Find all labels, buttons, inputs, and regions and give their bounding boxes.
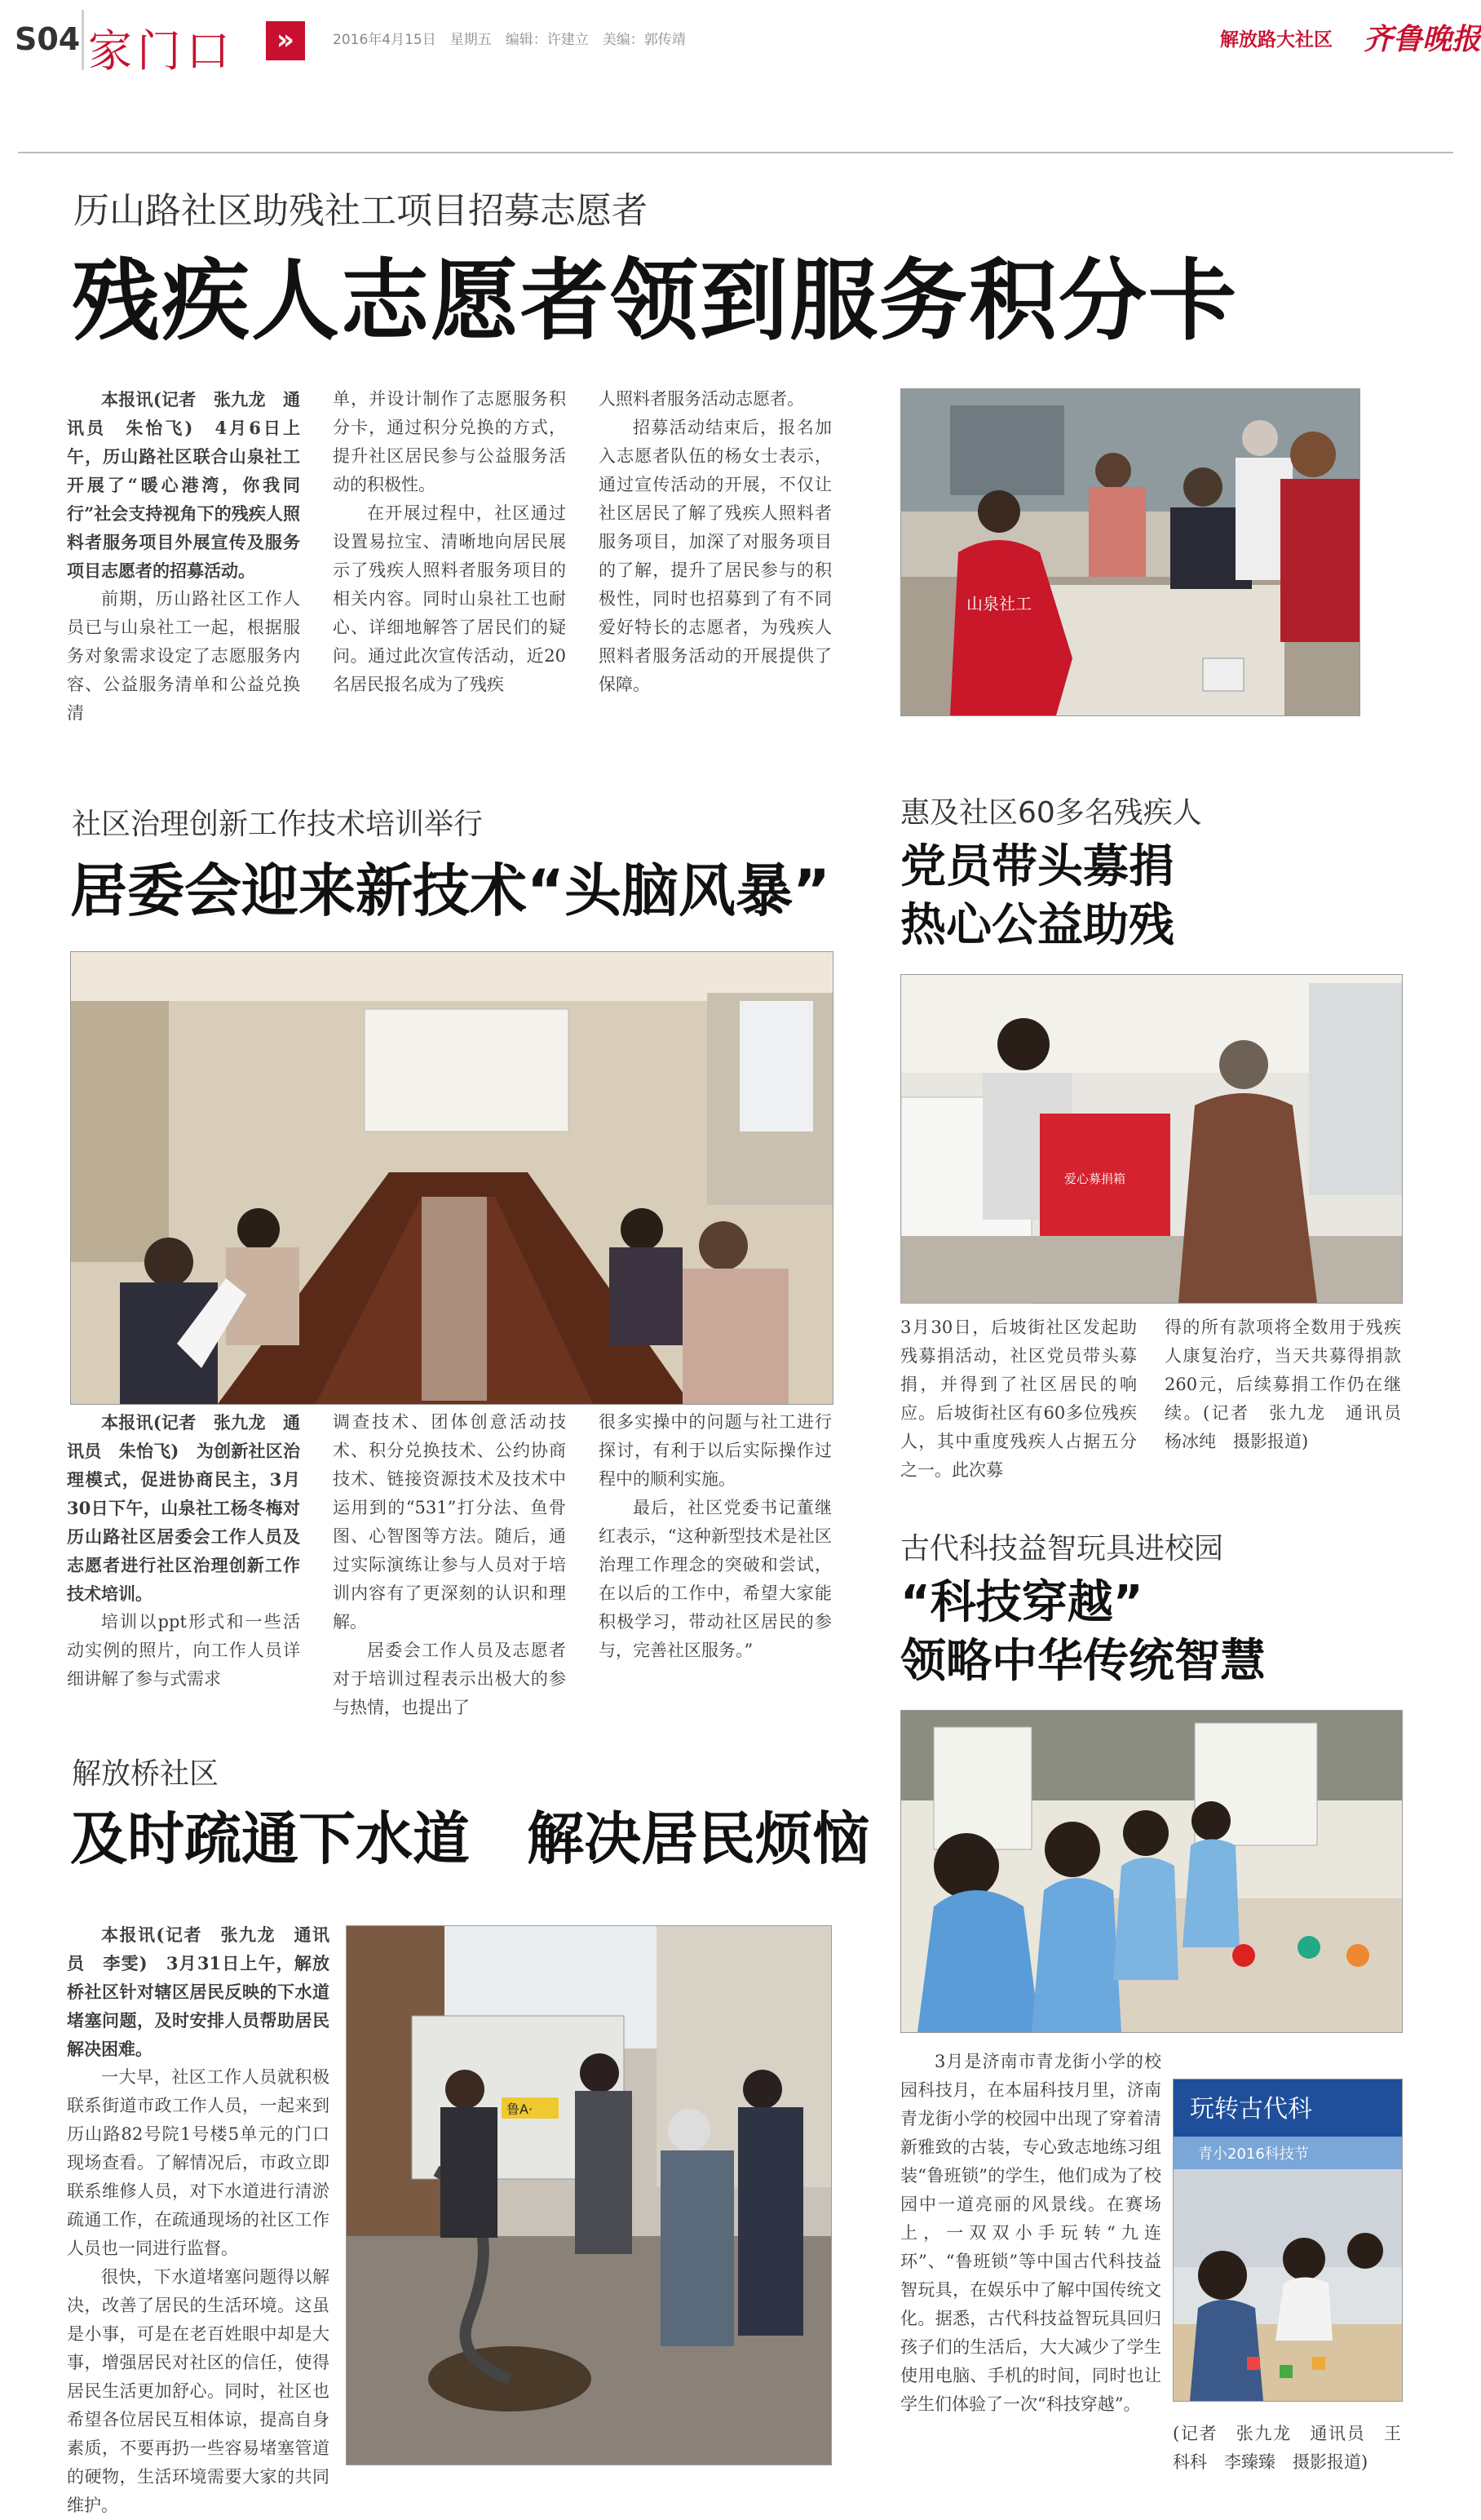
article1-col2-p2: 在开展过程中，社区通过设置易拉宝、清晰地向居民展示了残疾人照料者服务项目的相关内容。同时山泉社工也耐心、详细地解答了居民们的疑问。通过此次宣传活动，近20名居民报名成为了残疾: [333, 503, 566, 694]
article1-col1-p1: 本报讯(记者 张九龙 通讯员 朱怡飞) 4月6日上午，历山路社区联合山泉社工开展了“暖心港湾，你我同行”社会支持视角下的残疾人照料者服务项目外展宣传及服务项目志愿者的招募活动。: [67, 389, 300, 581]
article2-col3: [599, 1408, 832, 1685]
article5-p3: 很快，下水道堵塞问题得以解决，改善了居民的生活环境。这虽是小事，可是在老百姓眼中却是大事，增强居民对社区的信任，使得居民生活更加舒心。同时，社区也希望各位居民互相体谅，提高自身素质，不要再扔一些容易堵塞管道的硬物，生活环境需要大家的共同维护。: [67, 2267, 329, 2515]
article4-title-line2: 领略中华传统智慧: [900, 1635, 1266, 1688]
article1-kicker: 历山路社区助残社工项目招募志愿者: [73, 190, 648, 232]
article4-caption-text: 3月是济南市青龙街小学的校园科技月，在本届科技月里，济南青龙街小学的校园中出现了穿着清新雅致的古装，专心致志地练习组装“鲁班锁”的学生，他们成为了校园中一道亮丽的风景线。在赛场上，一双双小手玩转“九连环”、“鲁班锁”等中国古代科技益智玩具，在娱乐中了解中国传统文化。据悉，古代科技益智玩具回归孩子们的生活后，大大减少了学生使用电脑、手机的时间，同时也让学生们体验了一次“科技穿越”。: [900, 2052, 1161, 2414]
article4-kicker: 古代科技益智玩具进校园: [900, 1532, 1224, 1566]
article5-p2: 一大早，社区工作人员就积极联系街道市政工作人员，一起来到历山路82号院1号楼5单元的门口现场查看。了解情况后，市政立即联系维修人员，对下水道进行清淤疏通工作，在疏通现场的社区工作人员也一同进行监督。: [67, 2067, 329, 2258]
article2-col1-p2: 培训以ppt形式和一些活动实例的照片，向工作人员详细讲解了参与式需求: [67, 1612, 300, 1689]
article5-kicker: 解放桥社区: [72, 1757, 219, 1791]
article3-title-line1: 党员带头募捐: [900, 840, 1174, 893]
article1-col2-p1: 单，并设计制作了志愿服务积分卡，通过积分兑换的方式，提升社区居民参与公益服务活动的积极性。: [333, 389, 566, 494]
banner-subtext: 青小2016科技节: [1198, 2146, 1309, 2163]
article2-col1-p1: 本报讯(记者 张九龙 通讯员 朱怡飞) 为创新社区治理模式，促进协商民主，3月30日下午，山泉社工杨冬梅对历山路社区居委会工作人员及志愿者进行社区治理创新工作技术培训。: [67, 1412, 300, 1604]
article1-col3-p1: 人照料者服务活动志愿者。: [599, 389, 804, 409]
article1-col2: [333, 385, 566, 702]
article2-col3-p2: 最后，社区党委书记董继红表示，“这种新型技术是社区治理工作理念的突破和尝试，在以后的工作中，希望大家能积极学习，带动社区居民的参与，完善社区服务。”: [599, 1498, 832, 1660]
article2-kicker: 社区治理创新工作技术培训举行: [72, 808, 484, 841]
section-right-title: 解放路大社区: [1220, 29, 1333, 51]
page-number: S04: [15, 21, 81, 57]
section-title: 家门口: [88, 25, 235, 77]
issue-meta: 2016年4月15日 星期五 编辑：许建立 美编：郭传靖: [333, 32, 686, 48]
article2-col1: [67, 1408, 300, 1689]
article1-col1: [67, 385, 300, 723]
article1-col3-p2: 招募活动结束后，报名加入志愿者队伍的杨女士表示，通过宣传活动的开展，不仅让社区居民了解了残疾人照料者服务项目，加深了对服务项目的了解，提升了居民参与的积极性，同时也招募到了有不同爱好特长的志愿者，为残疾人照料者服务活动的开展提供了保障。: [599, 418, 832, 694]
truck-plate: 鲁A·: [506, 2101, 533, 2117]
header-rule: [18, 152, 1453, 153]
article1-col1-p2: 前期，历山路社区工作人员已与山泉社工一起，根据服务对象需求设定了志愿服务内容、公益服务清单和公益兑换清: [67, 589, 300, 723]
article4-title-line1: “科技穿越”: [900, 1576, 1143, 1629]
article2-col2: [333, 1408, 566, 1717]
article2-photo: [70, 951, 833, 1405]
article2-col2-p2: 居委会工作人员及志愿者对于培训过程表示出极大的参与热情，也提出了: [333, 1641, 566, 1717]
article3-kicker: 惠及社区60多名残疾人: [900, 796, 1202, 830]
article3-title-line2: 热心公益助残: [900, 899, 1174, 952]
article5-p1: 本报讯(记者 张九龙 通讯员 李雯) 3月31日上午，解放桥社区针对辖区居民反映的下水道堵塞问题，及时安排人员帮助居民解决困难。: [67, 1924, 329, 2059]
article5-title: 及时疏通下水道 解决居民烦恼: [70, 1805, 869, 1872]
article2-col2-p1: 调查技术、团体创意活动技术、积分兑换技术、公约协商技术、链接资源技术及技术中运用到的“531”打分法、鱼骨图、心智图等方法。随后，通过实际演练让参与人员对于培训内容有了更深刻的认识和理解。: [333, 1412, 566, 1632]
article4-photo2: [1173, 2079, 1403, 2402]
article1-title: 残疾人志愿者领到服务积分卡: [72, 250, 1239, 352]
volunteer-shirt-label: 山泉社工: [966, 594, 1032, 613]
article3-photo: [900, 974, 1403, 1304]
article1-photo: [900, 388, 1360, 716]
donation-box-label: 爱心募捐箱: [1064, 1171, 1126, 1186]
header-divider: [82, 10, 84, 70]
article2-col3-p1: 很多实操中的问题与社工进行探讨，有利于以后实际操作过程中的顺利实施。: [599, 1412, 832, 1489]
article3-caption-col2: 得的所有款项将全数用于残疾人康复治疗，当天共募得捐款260元，后续募捐工作仍在继续。(记者 张九龙 通讯员 杨冰纯 摄影报道): [1165, 1318, 1418, 1451]
article4-photo1: [900, 1710, 1403, 2033]
article2-title: 居委会迎来新技术“头脑风暴”: [70, 857, 831, 924]
article1-col3: [599, 385, 832, 702]
chevron-right-icon: »: [266, 21, 305, 60]
article5-photo: [346, 1925, 832, 2465]
newspaper-logo: 齐鲁晚报: [1364, 22, 1481, 56]
article4-caption: [900, 2048, 1161, 2472]
article3-caption-col1: 3月30日，后坡街社区发起助残募捐活动，社区党员带头募捐，并得到了社区居民的响应。后坡街社区有60多位残疾人，其中重度残疾人占据五分之一。此次募: [900, 1318, 1137, 1480]
article4-credit: (记者 张九龙 通讯员 王科科 李臻臻 摄影报道): [1173, 2424, 1401, 2472]
banner-text: 玩转古代科: [1190, 2095, 1312, 2124]
article5-col: [67, 1920, 329, 2515]
